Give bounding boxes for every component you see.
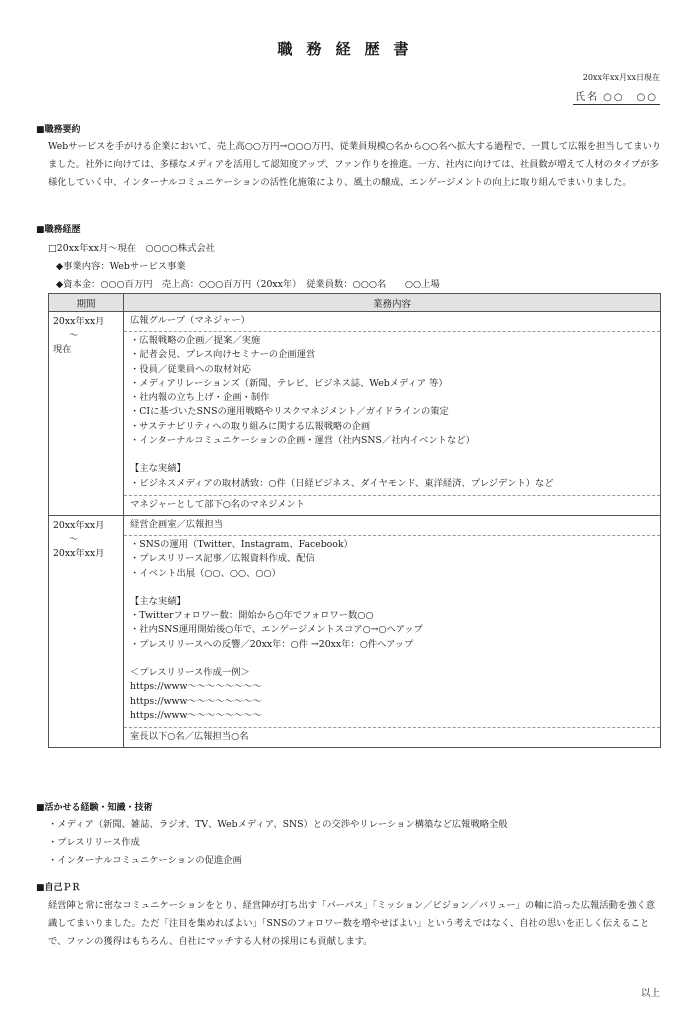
duty-item: ・メディアリレーションズ（新聞、テレビ、ビジネス誌、Webメディア 等） bbox=[130, 377, 448, 389]
achievement-item: ・社内SNS運用開始後○年で、エンゲージメントスコア○→○へアップ bbox=[130, 624, 423, 636]
example-link[interactable]: https://www～～～～～～～～ bbox=[130, 695, 262, 707]
skill-item: ・プレスリリース作成 bbox=[48, 837, 140, 848]
duty-item: ・記者会見、プレス向けセミナーの企画運営 bbox=[130, 349, 316, 361]
period-cell bbox=[49, 312, 124, 516]
period-cell bbox=[49, 515, 124, 747]
document-date: 20xx年xx月xx日現在 bbox=[582, 73, 660, 82]
skill-item: ・メディア（新聞、雑誌、ラジオ、TV、Webメディア、SNS）との交渉やリレーション構築など広報戦略全般 bbox=[48, 819, 508, 830]
table-row bbox=[49, 312, 661, 516]
achievements-heading: 【主な実績】 bbox=[130, 463, 186, 475]
skills-heading: ■活かせる経験・知識・技術 bbox=[36, 803, 153, 813]
skill-item: ・インターナルコミュニケーションの促進企画 bbox=[48, 855, 242, 866]
pr-heading: ■自己ＰＲ bbox=[36, 883, 81, 893]
duty-item: ・役員／従業員への取材対応 bbox=[130, 363, 251, 375]
example-link[interactable]: https://www～～～～～～～～ bbox=[130, 709, 262, 721]
period-separator: ～ bbox=[69, 533, 79, 545]
team-size: 室長以下○名／広報担当○名 bbox=[124, 727, 660, 747]
summary-heading: ■職務要約 bbox=[36, 125, 81, 135]
document-title: 職務経歴書 bbox=[277, 40, 423, 58]
duty-item: ・イベント出展（○○、○○、○○） bbox=[130, 567, 281, 579]
header-duties: 業務内容 bbox=[124, 294, 661, 312]
period-end: 20xx年xx月 bbox=[53, 547, 105, 559]
career-heading: ■職務経歴 bbox=[36, 225, 81, 235]
role-title: 経営企画室／広報担当 bbox=[124, 516, 660, 536]
duty-item: ・社内報の立ち上げ・企画・制作 bbox=[130, 392, 270, 404]
achievement-item: ・ビジネスメディアの取材誘致：○件（日経ビジネス、ダイヤモンド、東洋経済、プレジデント）など bbox=[130, 477, 554, 489]
skills-list bbox=[48, 816, 508, 870]
example-link[interactable]: https://www～～～～～～～～ bbox=[130, 681, 262, 693]
closing-text: 以上 bbox=[640, 988, 660, 999]
duties-cell bbox=[124, 312, 661, 516]
achievement-item: ・Twitterフォロワー数：開始から○年でフォロワー数○○ bbox=[130, 610, 374, 622]
achievements-heading: 【主な実績】 bbox=[130, 595, 186, 607]
period-start: 20xx年xx月 bbox=[53, 316, 105, 327]
duty-item: ・サステナビリティへの取り組みに関する広報戦略の企画 bbox=[130, 420, 371, 432]
name-value: ○○ ○○ bbox=[603, 92, 658, 103]
team-size: マネジャーとして部下○名のマネジメント bbox=[124, 495, 660, 515]
name-label: 氏名 bbox=[575, 92, 600, 103]
table-row bbox=[49, 515, 661, 747]
pr-text: 経営陣と常に密なコミュニケーションをとり、経営陣が打ち出す「パーパス」「ミッション／ビジョン／バリュー」の軸に沿った広報活動を強く意識してまいりました。ただ「注目を集めればよい」「SNSのフォロワー数を増やせばよい」という考えではなく、自社の思いを正しく伝えることで、ファンの獲得はもちろん、自社にマッチする人材の採用にも貢献します。 bbox=[48, 900, 656, 947]
duties-cell bbox=[124, 515, 661, 747]
duty-item: ・CIに基づいたSNSの運用戦略やリスクマネジメント／ガイドラインの策定 bbox=[130, 406, 449, 418]
career-table bbox=[48, 293, 661, 748]
duty-item: ・インターナルコミュニケーションの企画・運営（社内SNS／社内イベントなど） bbox=[130, 435, 475, 447]
achievement-item: ・プレスリリースへの反響／20xx年：○件 →20xx年：○件へアップ bbox=[130, 638, 414, 650]
applicant-name bbox=[573, 88, 660, 105]
duty-item: ・SNSの運用（Twitter、Instagram、Facebook） bbox=[130, 538, 353, 550]
summary-text: Webサービスを手がける企業において、売上高○○万円→○○○万円、従業員規模○名から○○名へ拡大する過程で、一貫して広報を担当してまいりました。社外に向けては、多様なメディアを活用して認知度アップ、ファン作りを推進。一方、社内に向けては、社員数が増えて人材のタイプが多様化していく中、インターナルコミュニケーションの活性化施策により、風土の醸成、エンゲージメントの向上に取り組んでまいりました。 bbox=[48, 141, 662, 188]
role-title: 広報グループ（マネジャー） bbox=[124, 312, 660, 332]
period-start: 20xx年xx月 bbox=[53, 519, 105, 531]
capital-line: ◆資本金：○○○百万円 売上高：○○○百万円（20xx年） 従業員数：○○○名 ○○上場 bbox=[56, 279, 440, 290]
duty-item: ・広報戦略の企画／提案／実施 bbox=[130, 335, 261, 346]
table-header-row bbox=[49, 294, 661, 312]
examples-heading: ＜プレスリリース作成一例＞ bbox=[130, 667, 250, 679]
period-separator: ～ bbox=[69, 330, 79, 341]
company-line: □20xx年xx月～現在 ○○○○株式会社 bbox=[48, 243, 216, 254]
period-end: 現在 bbox=[53, 344, 72, 355]
duty-item: ・プレスリリース記事／広報資料作成、配信 bbox=[130, 553, 315, 565]
business-line: ◆事業内容：Webサービス事業 bbox=[56, 261, 186, 272]
header-period: 期間 bbox=[49, 294, 124, 312]
